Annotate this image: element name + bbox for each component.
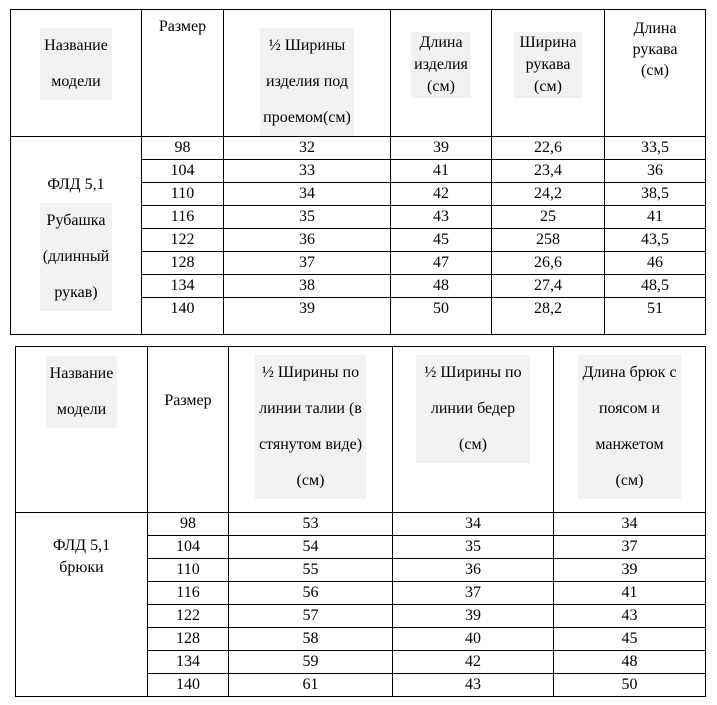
table-cell: 36: [393, 559, 554, 582]
table-cell: 116: [142, 206, 224, 229]
header-model-name: [11, 10, 142, 137]
header2-waist-line2: линии талии (в: [259, 400, 362, 417]
header-sleeve-length-line1: Длина: [633, 20, 677, 37]
table-cell: 48: [554, 651, 706, 674]
table-cell: 45: [391, 229, 492, 252]
table-cell: 39: [224, 298, 391, 335]
table-cell: 56: [229, 582, 393, 605]
table-cell: 36: [605, 160, 706, 183]
table-cell: 48: [391, 275, 492, 298]
table-cell: 104: [148, 536, 229, 559]
table-cell: 41: [554, 582, 706, 605]
table-cell: 128: [148, 628, 229, 651]
table-cell: 24,2: [492, 183, 605, 206]
header-sleeve-width-line3: (см): [534, 78, 562, 95]
table-cell: 110: [142, 183, 224, 206]
table-cell: 98: [142, 137, 224, 160]
table-cell: 46: [605, 252, 706, 275]
model-name-cell: [16, 513, 148, 697]
table-cell: 43,5: [605, 229, 706, 252]
table-cell: 45: [554, 628, 706, 651]
trousers-table-body: [16, 513, 706, 697]
table-cell: 110: [148, 559, 229, 582]
table-cell: 43: [391, 206, 492, 229]
table-cell: 116: [148, 582, 229, 605]
table-cell: 26,6: [492, 252, 605, 275]
header2-model-line2: модели: [56, 401, 107, 418]
header-sleeve-width-line1: Ширина: [519, 34, 577, 51]
table-cell: 34: [393, 513, 554, 536]
header2-trouser-line3: манжетом: [595, 436, 664, 453]
header-model-line2: модели: [51, 73, 101, 90]
table-cell: 47: [391, 252, 492, 275]
header2-hip-line2: линии бедер: [430, 400, 516, 417]
table-row: [11, 137, 706, 160]
header-sleeve-length-line2: рукава: [632, 41, 678, 58]
model2-name-line1: ФЛД 5,1: [52, 537, 111, 554]
table-cell: 39: [393, 605, 554, 628]
model-name-line4: рукав): [54, 283, 98, 301]
header-half-width-line1: ½ Ширины: [268, 37, 346, 54]
header2-hip-line3: (см): [459, 436, 487, 453]
table-cell: 140: [142, 298, 224, 335]
header-length-line2: изделия: [414, 56, 468, 73]
table-cell: 258: [492, 229, 605, 252]
header-sleeve-width: [492, 10, 605, 137]
table-cell: 38,5: [605, 183, 706, 206]
table-cell: 53: [229, 513, 393, 536]
table-cell: 98: [148, 513, 229, 536]
table-cell: 27,4: [492, 275, 605, 298]
table-cell: 23,4: [492, 160, 605, 183]
table-cell: 55: [229, 559, 393, 582]
table-row: [16, 513, 706, 536]
header2-hip-line1: ½ Ширины по: [424, 364, 522, 381]
table-cell: 51: [605, 298, 706, 335]
table-cell: 34: [224, 183, 391, 206]
header2-trouser-line1: Длина брюк с: [582, 364, 677, 381]
table-cell: 42: [391, 183, 492, 206]
table-cell: 37: [224, 252, 391, 275]
shirt-size-table: [10, 9, 706, 335]
table-cell: 34: [554, 513, 706, 536]
header-sleeve-length-line3: (см): [641, 62, 669, 79]
table-cell: 134: [148, 651, 229, 674]
model-name-line1: ФЛД 5,1: [47, 175, 105, 193]
table-cell: 48,5: [605, 275, 706, 298]
header-sleeve-length: [605, 10, 706, 137]
table-cell: 38: [224, 275, 391, 298]
table-cell: 58: [229, 628, 393, 651]
table-cell: 42: [393, 651, 554, 674]
table-cell: 32: [224, 137, 391, 160]
header2-waist-line3: стянутом виде): [258, 436, 363, 453]
table-cell: 41: [391, 160, 492, 183]
table-cell: 104: [142, 160, 224, 183]
table-cell: 54: [229, 536, 393, 559]
header-half-width-line2: изделия под: [266, 73, 348, 90]
table-cell: 39: [391, 137, 492, 160]
header2-waist-line1: ½ Ширины по: [261, 364, 360, 381]
table-cell: 28,2: [492, 298, 605, 335]
trousers-size-table: [15, 346, 706, 697]
table-cell: 128: [142, 252, 224, 275]
header2-trouser-line2: поясом и: [598, 400, 661, 417]
table-cell: 57: [229, 605, 393, 628]
header-size: Размер: [142, 10, 224, 137]
table-cell: 36: [224, 229, 391, 252]
header2-waist: [229, 347, 393, 513]
table-cell: 25: [492, 206, 605, 229]
model-name-line3: (длинный: [42, 247, 110, 265]
table-cell: 37: [554, 536, 706, 559]
table-cell: 134: [142, 275, 224, 298]
header2-model-name: [16, 347, 148, 513]
model-name-line2: Рубашка: [46, 211, 106, 229]
header-length: [391, 10, 492, 137]
header2-waist-line4: (см): [296, 472, 325, 489]
shirt-table-body: [11, 137, 706, 335]
model2-name-line2: брюки: [59, 559, 104, 576]
header2-trouser-line4: (см): [615, 472, 644, 489]
table-cell: 43: [554, 605, 706, 628]
table-cell: 59: [229, 651, 393, 674]
header-length-line3: (см): [427, 78, 455, 95]
table-cell: 122: [142, 229, 224, 252]
table-cell: 43: [393, 674, 554, 697]
model-name-cell: [11, 137, 142, 335]
table-cell: 33: [224, 160, 391, 183]
header-length-line1: Длина: [419, 34, 463, 51]
table-cell: 40: [393, 628, 554, 651]
table-cell: 41: [605, 206, 706, 229]
header-model-line1: Название: [44, 37, 108, 54]
table-cell: 33,5: [605, 137, 706, 160]
header2-model-line1: Название: [49, 365, 114, 382]
table-cell: 122: [148, 605, 229, 628]
table-cell: 50: [554, 674, 706, 697]
header-half-width-line3: проемом(см): [263, 109, 351, 126]
table-cell: 37: [393, 582, 554, 605]
table-cell: 35: [393, 536, 554, 559]
header-sleeve-width-line2: рукава: [525, 56, 571, 73]
header2-trouser-length: [554, 347, 706, 513]
table-cell: 61: [229, 674, 393, 697]
header-half-width: [224, 10, 391, 137]
table-cell: 50: [391, 298, 492, 335]
table-cell: 39: [554, 559, 706, 582]
header2-size: Размер: [148, 347, 229, 513]
table-cell: 140: [148, 674, 229, 697]
header2-hip: [393, 347, 554, 513]
table-cell: 35: [224, 206, 391, 229]
table-cell: 22,6: [492, 137, 605, 160]
